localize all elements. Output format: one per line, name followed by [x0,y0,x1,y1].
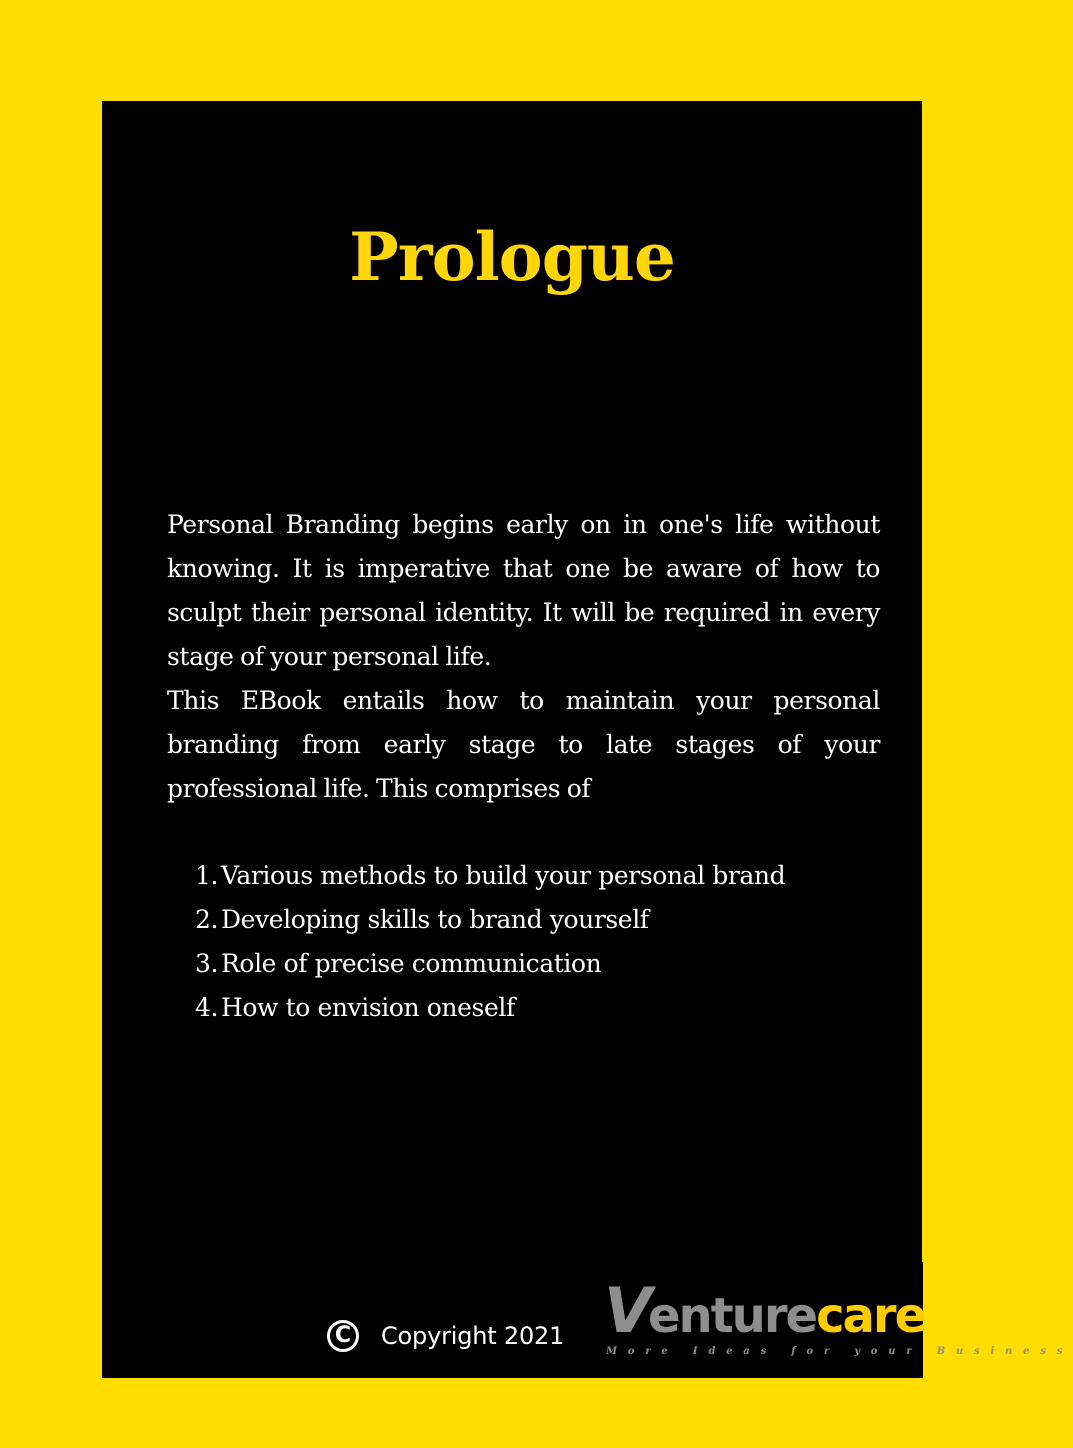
logo-venture-rest: enture [647,1288,817,1344]
list-text: How to envision oneself [221,993,515,1022]
copyright-icon: C [327,1320,359,1352]
list-item [195,854,875,898]
page-title: Prologue [349,218,675,296]
prologue-body [167,503,880,811]
list-number: 4. [195,993,219,1022]
venturecare-logo [604,1274,1073,1362]
list-item [195,898,875,942]
logo-tagline: More Ideas for your Business [606,1346,1073,1357]
logo-care: care [816,1288,926,1344]
topics-list [195,854,875,1030]
list-text: Role of precise communication [221,949,602,978]
paragraph-intro: Personal Branding begins early on in one's life without knowing. It is imperative that one be aware of how to sculpt their personal identity. It will be required in every stage of your personal life. [167,510,880,671]
copyright-text: Copyright 2021 [381,1322,565,1350]
list-item [195,942,875,986]
list-number: 2. [195,905,219,934]
copyright-footer [327,1314,564,1358]
list-text: Developing skills to brand yourself [221,905,649,934]
logo-venture [604,1274,817,1347]
list-text: Various methods to build your personal brand [221,861,786,890]
paragraph-ebook: This EBook entails how to maintain your personal branding from early stage to late stages of your professional life. This comprises of [167,686,880,803]
logo-v: V [604,1274,648,1347]
list-number: 3. [195,949,219,978]
list-item [195,986,875,1030]
list-number: 1. [195,861,219,890]
logo-wordmark [604,1274,926,1347]
